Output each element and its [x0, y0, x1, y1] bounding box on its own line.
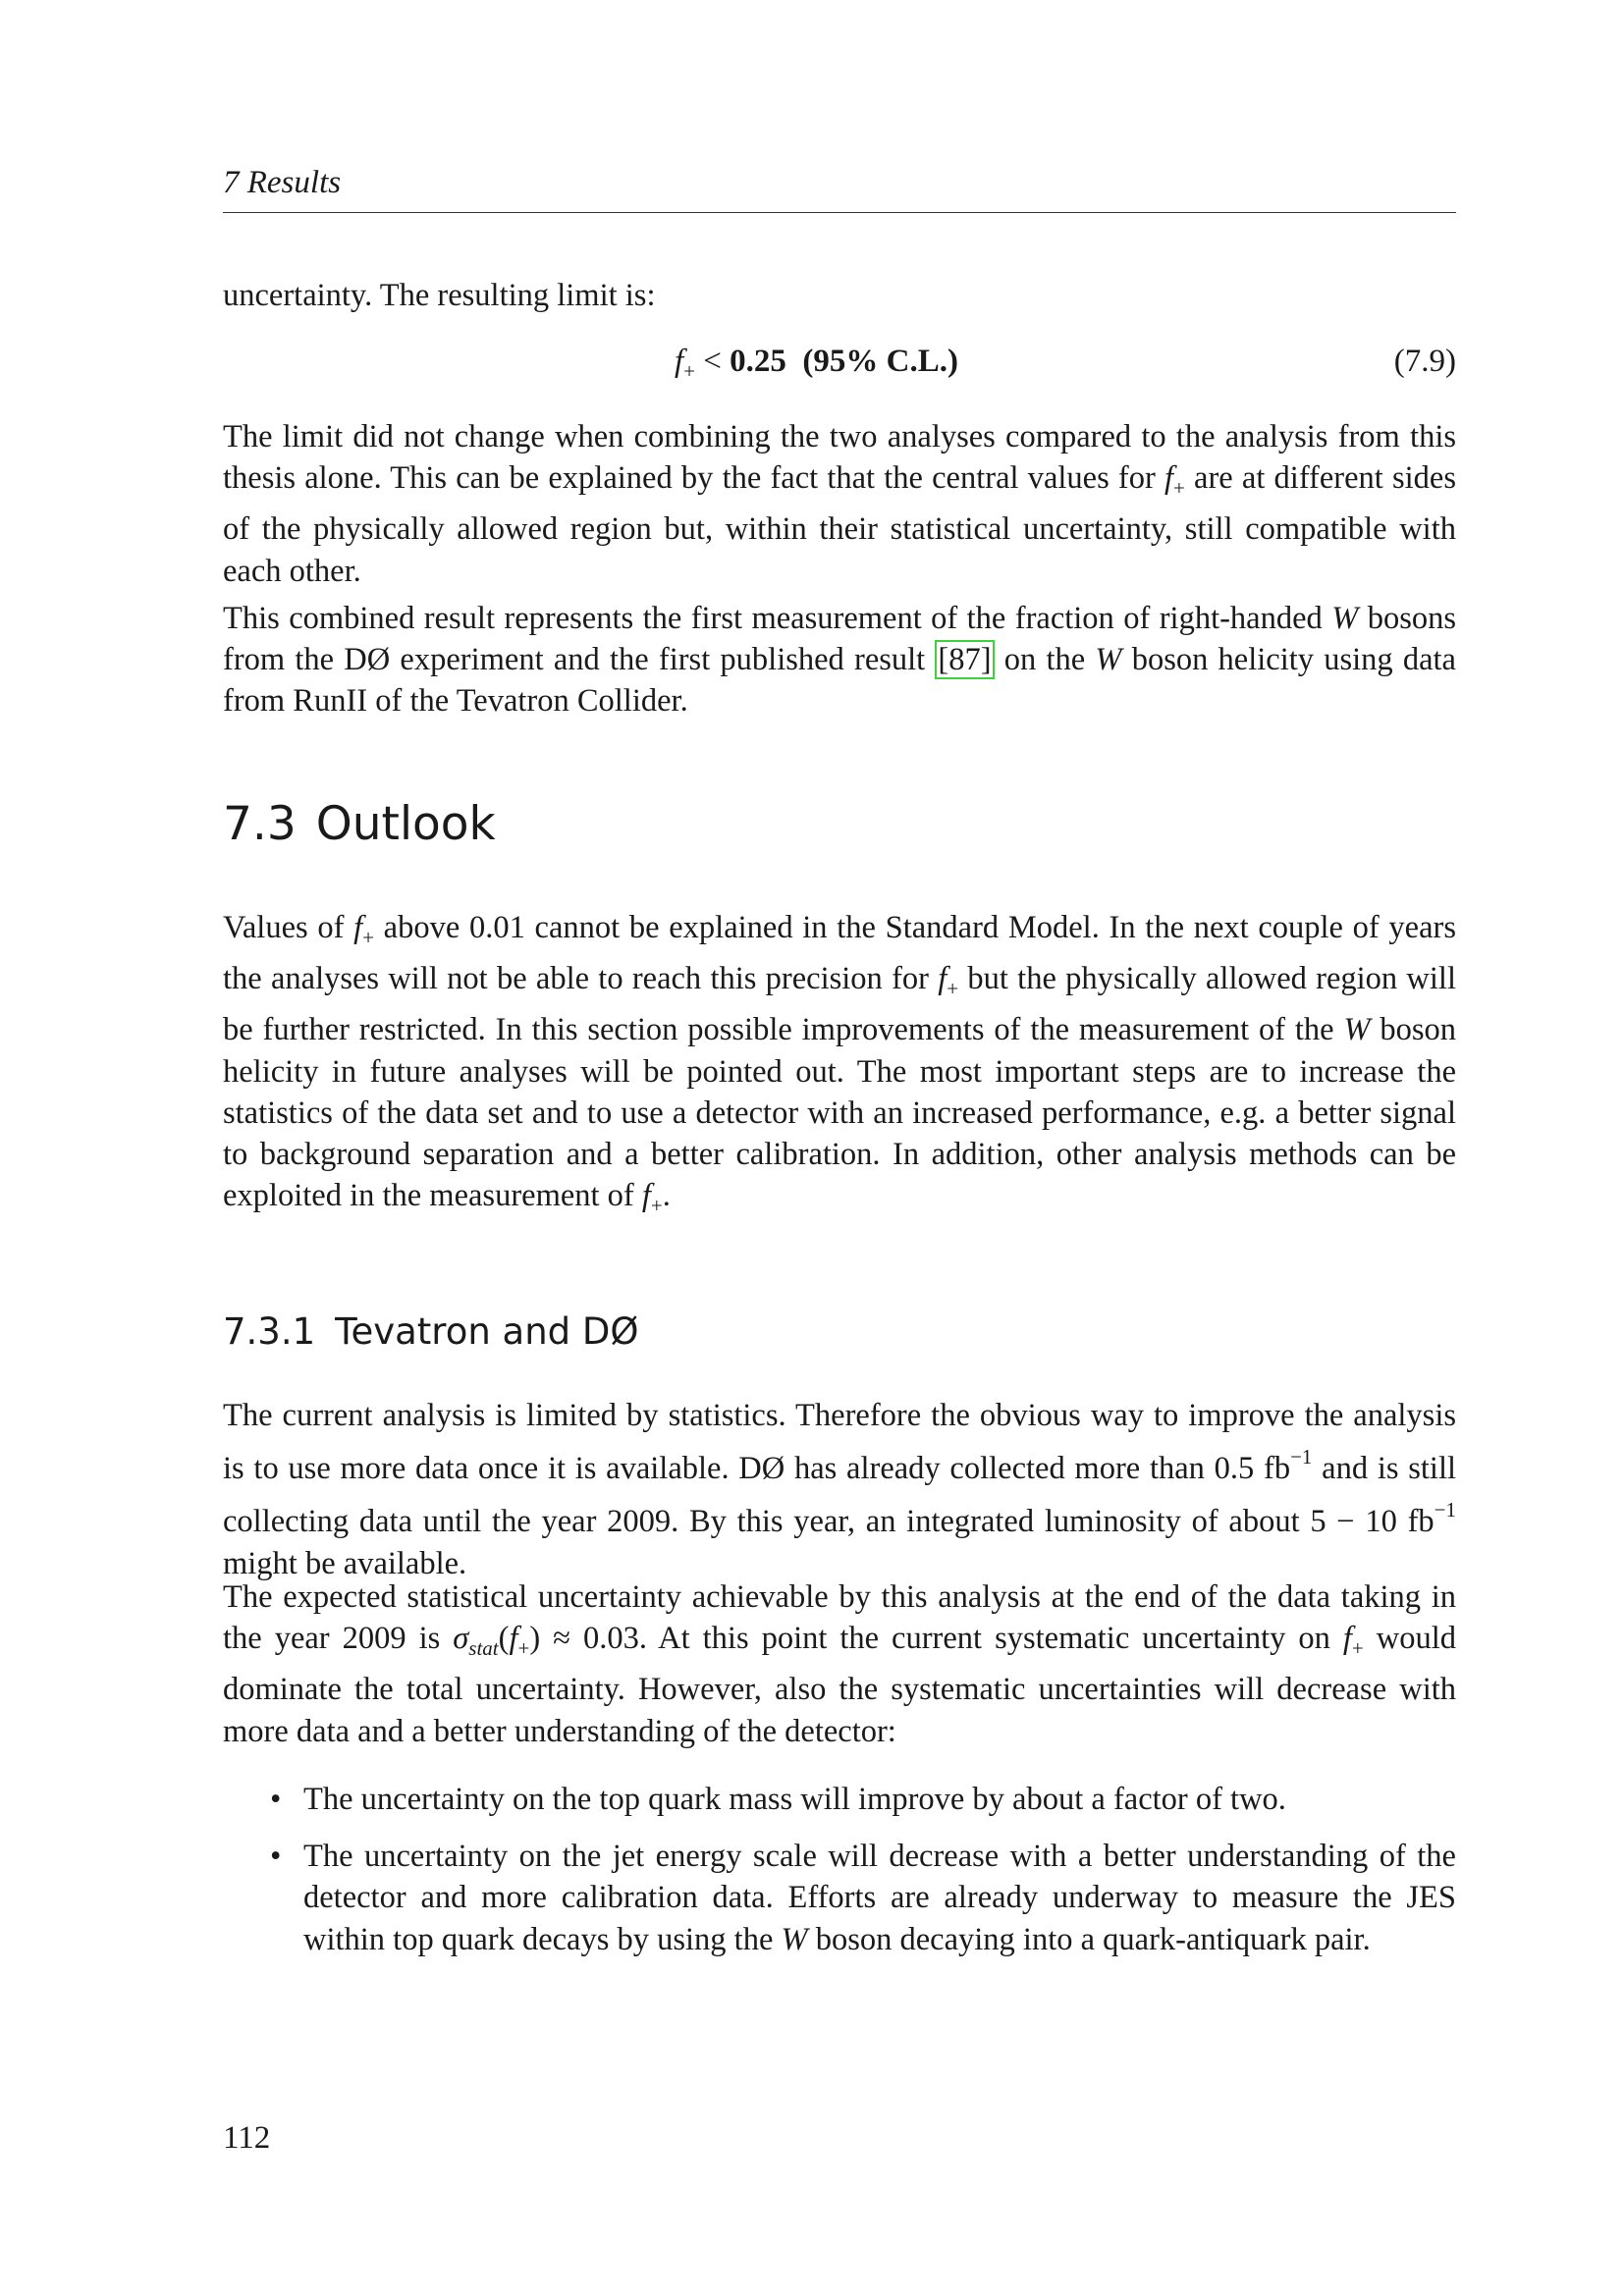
text-run: and is still collecting data until the year 2009. By this year, an integrated luminosity of about 5 − 10 fb — [223, 1451, 1456, 1540]
citation-link[interactable]: [87] — [935, 640, 994, 679]
text-run: ≈ 0.03. At this point the current systematic uncertainty on — [540, 1621, 1343, 1657]
math-symbol: f — [353, 910, 363, 945]
math-symbol: W — [781, 1921, 808, 1957]
paragraph-6-text — [223, 1576, 1456, 1752]
text-run: boson decaying into a quark-antiquark pair. — [807, 1921, 1371, 1957]
paragraph-2-text — [223, 416, 1456, 592]
section-number: 7.3 — [223, 797, 297, 851]
equation-value: 0.25 — [730, 344, 786, 379]
bullet-icon: • — [270, 1782, 282, 1817]
math-symbol: f — [1342, 1621, 1352, 1657]
section-title: Outlook — [315, 797, 496, 851]
math-subscript: stat — [468, 1636, 499, 1661]
text-run: above 0.01 cannot be explained in the Standard Model. In the next couple of years the analyses will not be able to reach this precision for — [223, 910, 1457, 997]
page-number: 112 — [223, 2120, 271, 2156]
equation-formula — [675, 344, 958, 384]
text-run: The limit did not change when combining the two analyses compared to the analysis from this thesis alone. This can be explained by the fact that the central values for — [223, 419, 1456, 497]
text-run: The expected statistical uncertainty achievable by this analysis at the end of the data taking in the year 2009 is — [223, 1579, 1456, 1657]
bullet-icon: • — [270, 1839, 282, 1875]
paragraph-1-text: uncertainty. The resulting limit is: — [223, 278, 656, 313]
math-subscript: + — [1351, 1636, 1364, 1661]
text-run: . — [662, 1178, 671, 1214]
text-run: bosons from the DØ experiment and the first published result — [223, 601, 1456, 678]
math-subscript: + — [947, 977, 959, 1001]
math-subscript: + — [1173, 476, 1185, 501]
equation-number: (7.9) — [1393, 344, 1456, 379]
math-paren: ) — [529, 1621, 541, 1657]
equation-qualifier: (95% C.L.) — [802, 344, 958, 379]
equation-relation: < — [695, 344, 731, 379]
math-symbol: W — [1343, 1012, 1371, 1048]
math-symbol: W — [1095, 642, 1122, 678]
math-subscript: + — [517, 1636, 530, 1661]
math-superscript: −1 — [1434, 1498, 1456, 1522]
math-symbol: f — [938, 961, 947, 997]
paragraph-6 — [223, 1576, 1456, 1752]
math-symbol: σ — [453, 1621, 469, 1657]
paragraph-4-text — [223, 907, 1456, 1226]
text-run: boson helicity using data from RunII of the Tevatron Collider. — [223, 642, 1456, 720]
text-run: Values of — [223, 910, 354, 945]
text-run: The current analysis is limited by statistics. Therefore the obvious way to improve the analysis is to use more data once it is available. DØ has already collected more than 0.5 fb — [223, 1398, 1456, 1487]
text-run: but the physically allowed region will be further restricted. In this section possible improvements of the measurement of the — [223, 961, 1456, 1048]
equation-7-9 — [223, 344, 1456, 387]
math-superscript: −1 — [1290, 1445, 1313, 1469]
running-head: 7 Results — [223, 165, 342, 200]
math-subscript: + — [362, 926, 374, 949]
paragraph-1 — [223, 275, 1456, 316]
math-subscript: + — [650, 1194, 663, 1218]
math-symbol: f — [1164, 460, 1174, 497]
paragraph-5-text — [223, 1395, 1456, 1584]
paragraph-3 — [223, 598, 1456, 722]
paragraph-5 — [223, 1395, 1456, 1584]
math-paren: ( — [498, 1621, 510, 1657]
subsection-heading — [223, 1309, 639, 1355]
list-item — [223, 1836, 1456, 1960]
header-rule — [223, 212, 1456, 213]
text-run: on the — [994, 642, 1096, 678]
text-run: are at different sides of the physically allowed region but, within their statistical uncertainty, still compatible with each other. — [223, 460, 1457, 589]
bullet-list — [223, 1779, 1456, 1976]
text-run: boson helicity in future analyses will be pointed out. The most important steps are to increase the statistics of the data set and to use a detector with an increased performance, e.g. a better signal to background separation and a better calibration. In addition, other analysis methods can be exploited in the measurement of — [223, 1012, 1457, 1214]
text-run: might be available. — [223, 1545, 467, 1581]
text-run: The uncertainty on the jet energy scale will decrease with a better understanding of the detector and more calibration data. Efforts are already underway to measure the JES within top quark decays by using the — [303, 1839, 1456, 1957]
paragraph-2 — [223, 416, 1456, 592]
subsection-number: 7.3.1 — [223, 1310, 316, 1353]
section-heading — [223, 797, 496, 852]
math-symbol: W — [1331, 601, 1359, 636]
paragraph-4 — [223, 907, 1456, 1226]
list-item — [223, 1779, 1456, 1820]
list-item-text: The uncertainty on the top quark mass will improve by about a factor of two. — [303, 1782, 1286, 1817]
paragraph-3-text — [223, 598, 1456, 722]
text-run: This combined result represents the first measurement of the fraction of right-handed — [223, 601, 1332, 636]
math-symbol: f — [509, 1621, 518, 1657]
equation-subscript: + — [683, 359, 696, 383]
equation-symbol: f — [675, 344, 684, 379]
text-run: would dominate the total uncertainty. However, also the systematic uncertainties will decrease with more data and a better understanding of the detector: — [223, 1621, 1456, 1749]
math-symbol: f — [641, 1178, 651, 1214]
subsection-title: Tevatron and DØ — [335, 1310, 639, 1353]
